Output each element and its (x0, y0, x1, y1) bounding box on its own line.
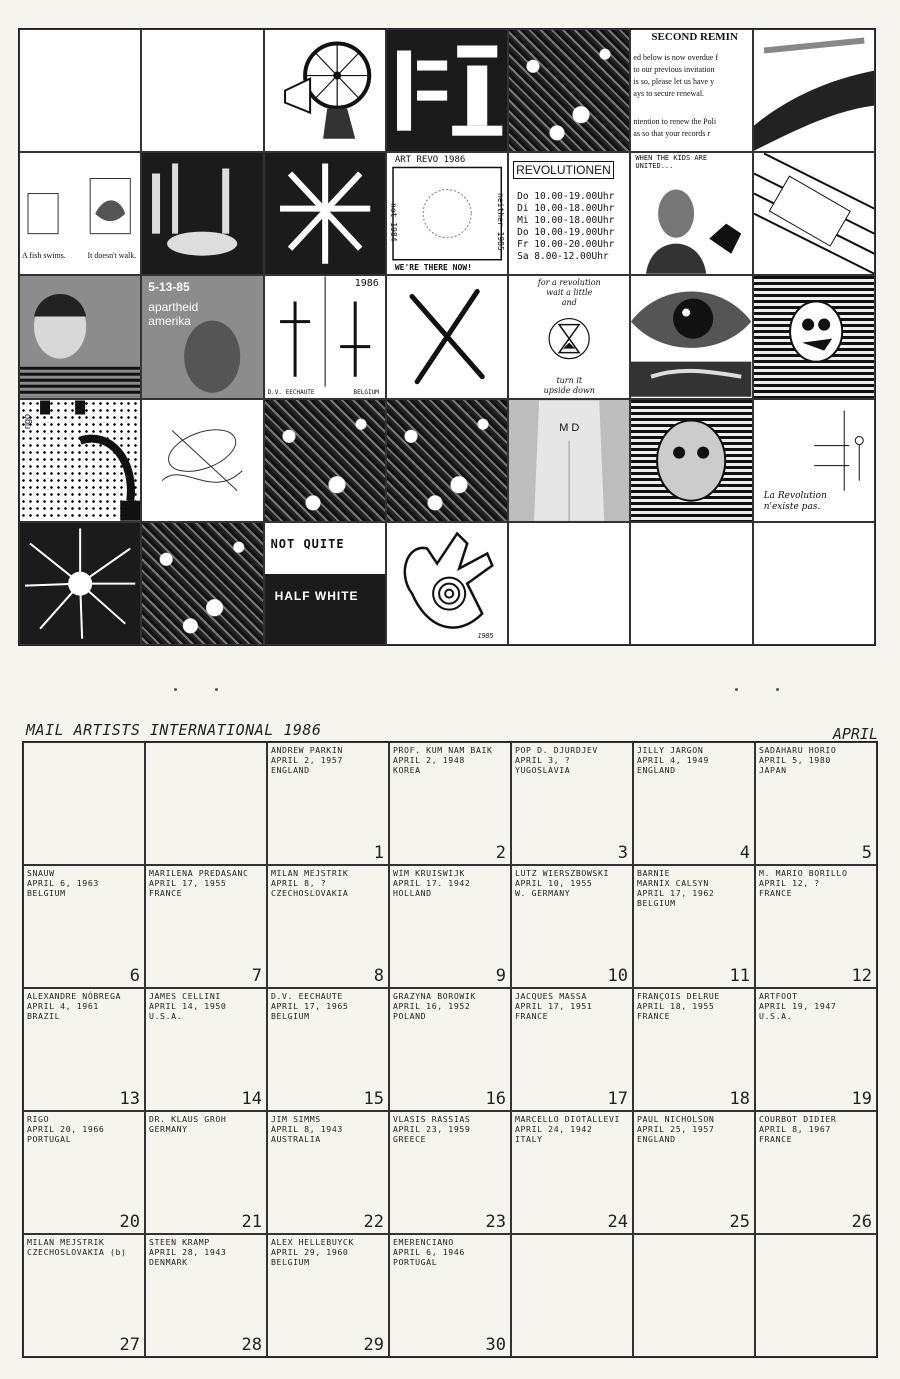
hours-line: Fr 10.00-20.00Uhr (517, 239, 615, 251)
art-empty-2 (141, 29, 263, 152)
art-scribble (141, 399, 263, 522)
day-artist-info: JAMES CELLINI APRIL 14, 1950 U.S.A. (149, 991, 227, 1021)
day-artist-info: STEEN KRAMP APRIL 28, 1943 DENMARK (149, 1237, 227, 1267)
day-artist-info: COURBOT DIDIER APRIL 8, 1967 FRANCE (759, 1114, 837, 1144)
hours-line: Mi 10.00-18.00Uhr (517, 215, 615, 227)
calendar-month: APRIL (832, 725, 878, 743)
art-md-photo (508, 399, 630, 522)
art-empty-3 (508, 522, 630, 645)
day-number: 9 (495, 966, 506, 986)
revolutionen-title: REVOLUTIONEN (513, 161, 614, 179)
calendar-day-24 (511, 1111, 633, 1234)
calendar-day-7 (145, 865, 267, 988)
day-artist-info: MILAN MEJSTRIK CZECHOSLOVAKIA (b) (27, 1237, 127, 1257)
kids-united-text: WHEN THE KIDS ARE UNITED... (635, 154, 708, 171)
day-artist-info: M. MARIO BORILLO APRIL 12, ? FRANCE (759, 868, 848, 898)
apartheid-text: apartheid amerika (148, 300, 199, 329)
crosses-year: 1986 (354, 278, 379, 290)
day-number: 13 (119, 1089, 140, 1109)
art-hourglass (508, 275, 630, 398)
art-brush-stroke (753, 29, 875, 152)
calendar-day-26 (755, 1111, 877, 1234)
there-now-text: WE'RE THERE NOW! (394, 263, 472, 273)
md-text: M D (559, 421, 580, 434)
half-white-text: HALF WHITE (274, 588, 359, 603)
fish-caption-2: It doesn't walk. (87, 251, 137, 261)
la-revolution-text: La Revolution n'existe pas. (763, 490, 827, 512)
day-artist-info: JIM SIMMS APRIL 8, 1943 AUSTRALIA (271, 1114, 343, 1144)
art-eye (630, 275, 752, 398)
day-number: 14 (241, 1089, 262, 1109)
calendar-day-20 (23, 1111, 145, 1234)
day-artist-info: DR. KLAUS GROH GERMANY (149, 1114, 227, 1134)
calendar-day-16 (389, 988, 511, 1111)
reminder-title: SECOND REMIN (651, 31, 738, 43)
day-number: 25 (729, 1212, 750, 1232)
neither-text: neither 1985 (496, 193, 506, 251)
calendar-day-13 (23, 988, 145, 1111)
hourglass-bottom-text: turn it upside down (543, 375, 595, 395)
calendar-day-10 (511, 865, 633, 988)
reminder-line: is so, please let us have y (633, 77, 715, 86)
day-number: 10 (607, 966, 628, 986)
day-artist-info: D.V. EECHAUTE APRIL 17, 1965 BELGIUM (271, 991, 349, 1021)
apartheid-date: 5-13-85 (148, 280, 190, 295)
crosses-credit: D.V. EECHAUTE (267, 388, 315, 396)
page-fold (0, 688, 900, 690)
calendar-day-empty (755, 1234, 877, 1357)
hours-line: Do 10.00-19.00Uhr (517, 191, 615, 203)
day-artist-info: GRAZYNA BOROWIK APRIL 16, 1952 POLAND (393, 991, 476, 1021)
reminder-line: ed below is now overdue f (633, 53, 719, 62)
reminder-line: to our previous invitation (633, 65, 715, 74)
art-empty-1 (19, 29, 141, 152)
calendar-day-4 (633, 742, 755, 865)
calendar-day-25 (633, 1111, 755, 1234)
art-wheel (264, 29, 386, 152)
calendar-day-3 (511, 742, 633, 865)
day-artist-info: SNAUW APRIL 6, 1963 BELGIUM (27, 868, 99, 898)
day-number: 2 (495, 843, 506, 863)
calendar-day-5 (755, 742, 877, 865)
day-number: 7 (251, 966, 262, 986)
day-number: 19 (851, 1089, 872, 1109)
art-revolutionen (508, 152, 630, 275)
hours-line: Di 10.00-18.00Uhr (517, 203, 615, 215)
day-artist-info: POP D. DJURDJEV APRIL 3, ? YUGOSLAVIA (515, 745, 598, 775)
art-not-quite-half-white (264, 522, 386, 645)
art-duck-pattern (753, 275, 875, 398)
day-artist-info: MARILENA PREDASANC APRIL 17, 1955 FRANCE (149, 868, 249, 898)
day-artist-info: BARNIE MARNIX CALSYN APRIL 17, 1962 BELGIUM (637, 868, 715, 908)
day-number: 6 (129, 966, 140, 986)
day-artist-info: JACQUES MASSA APRIL 17, 1951 FRANCE (515, 991, 593, 1021)
art-second-reminder (630, 29, 752, 152)
day-artist-info: ARTFOOT APRIL 19, 1947 U.S.A. (759, 991, 837, 1021)
rigo-text: rigo (22, 413, 32, 429)
art-empty-5 (753, 522, 875, 645)
day-number: 1 (373, 843, 384, 863)
day-number: 16 (485, 1089, 506, 1109)
calendar-day-15 (267, 988, 389, 1111)
day-artist-info: VLASIS RASSIAS APRIL 23, 1959 GREECE (393, 1114, 471, 1144)
art-apartheid (141, 275, 263, 398)
calendar-day-17 (511, 988, 633, 1111)
art-kakaka-revolution (753, 152, 875, 275)
art-face-pattern (630, 399, 752, 522)
art-la-revolution (753, 399, 875, 522)
fish-caption-1: A fish swims. (22, 251, 66, 261)
calendar-day-8 (267, 865, 389, 988)
day-number: 29 (363, 1335, 384, 1355)
day-number: 21 (241, 1212, 262, 1232)
calendar-day-29 (267, 1234, 389, 1357)
calendar-day-18 (633, 988, 755, 1111)
calendar-day-21 (145, 1111, 267, 1234)
day-number: 5 (861, 843, 872, 863)
reminder-line: ays to secure renewal. (633, 89, 705, 98)
day-number: 11 (729, 966, 750, 986)
art-figures (141, 152, 263, 275)
calendar-day-28 (145, 1234, 267, 1357)
calendar-day-1 (267, 742, 389, 865)
calendar-day-12 (755, 865, 877, 988)
day-number: 3 (617, 843, 628, 863)
art-mona-lisa (630, 152, 752, 275)
artwork-grid (18, 28, 876, 646)
art-empty-4 (630, 522, 752, 645)
calendar-day-empty (23, 742, 145, 865)
day-number: 27 (119, 1335, 140, 1355)
art-starburst (19, 522, 141, 645)
reminder-line: as so that your records r (633, 129, 711, 138)
art-portrait (19, 275, 141, 398)
calendar-day-2 (389, 742, 511, 865)
calendar-day-6 (23, 865, 145, 988)
art-rigo (19, 399, 141, 522)
day-number: 24 (607, 1212, 628, 1232)
calendar-day-empty (511, 1234, 633, 1357)
day-artist-info: SADAHARU HORIO APRIL 5, 1980 JAPAN (759, 745, 837, 775)
calendar-day-23 (389, 1111, 511, 1234)
day-number: 8 (373, 966, 384, 986)
art-hand-target (386, 522, 508, 645)
calendar-grid (22, 741, 878, 1358)
crosses-country: BELGIUM (353, 388, 379, 396)
art-explosion-figure (264, 152, 386, 275)
day-artist-info: MARCELLO DIOTALLEVI APRIL 24, 1942 ITALY (515, 1114, 621, 1144)
day-artist-info: ALEX HELLEBUYCK APRIL 29, 1960 BELGIUM (271, 1237, 354, 1267)
day-number: 28 (241, 1335, 262, 1355)
day-artist-info: FRANÇOIS DELRUE APRIL 18, 1955 FRANCE (637, 991, 720, 1021)
art-revo-1986 (386, 152, 508, 275)
not-quite-text: NOT QUITE (270, 536, 345, 551)
day-artist-info: WIM KRUISWIJK APRIL 17. 1942 HOLLAND (393, 868, 471, 898)
day-number: 23 (485, 1212, 506, 1232)
not-1984-text: not 1984 (388, 203, 398, 242)
day-number: 4 (739, 843, 750, 863)
art-crosses (264, 275, 386, 398)
hand-year: 1985 (477, 632, 494, 640)
art-figures-dark (386, 399, 508, 522)
calendar-day-22 (267, 1111, 389, 1234)
calendar-day-9 (389, 865, 511, 988)
day-number: 15 (363, 1089, 384, 1109)
day-number: 30 (485, 1335, 506, 1355)
day-number: 17 (607, 1089, 628, 1109)
art-bird-texture (264, 399, 386, 522)
hours-line: Do 10.00-19.00Uhr (517, 227, 615, 239)
day-artist-info: MILAN MEJSTRIK APRIL 8, ? CZECHOSLOVAKIA (271, 868, 349, 898)
day-artist-info: PAUL NICHOLSON APRIL 25, 1957 ENGLAND (637, 1114, 715, 1144)
hourglass-top-text: for a revolution wait a little and (537, 278, 601, 308)
reminder-line: ntention to renew the Poli (633, 117, 717, 126)
day-artist-info: EMERENCIANO APRIL 6, 1946 PORTUGAL (393, 1237, 465, 1267)
day-artist-info: ALEXANDRE NÓBREGA APRIL 4, 1961 BRAZIL (27, 991, 121, 1021)
day-number: 12 (851, 966, 872, 986)
calendar-day-30 (389, 1234, 511, 1357)
art-revo-title: ART REVO 1986 (394, 155, 466, 166)
calendar-day-27 (23, 1234, 145, 1357)
calendar-day-11 (633, 865, 755, 988)
day-artist-info: ANDREW PARKIN APRIL 2, 1957 ENGLAND (271, 745, 343, 775)
calendar-day-19 (755, 988, 877, 1111)
calendar-day-empty (145, 742, 267, 865)
day-artist-info: LUTZ WIERSZBOWSKI APRIL 10, 1955 W. GERMANY (515, 868, 609, 898)
calendar-title: MAIL ARTISTS INTERNATIONAL 1986 (26, 721, 322, 739)
art-x-mark (386, 275, 508, 398)
day-artist-info: PROF. KUM NAM BAIK APRIL 2, 1948 KOREA (393, 745, 493, 775)
calendar-day-empty (633, 1234, 755, 1357)
art-kanji (386, 29, 508, 152)
day-artist-info: JILLY JARGON APRIL 4, 1949 ENGLAND (637, 745, 709, 775)
day-number: 26 (851, 1212, 872, 1232)
day-number: 20 (119, 1212, 140, 1232)
art-collage-dark (508, 29, 630, 152)
calendar-day-14 (145, 988, 267, 1111)
art-fish (19, 152, 141, 275)
hours-line: Sa 8.00-12.00Uhr (517, 251, 609, 263)
art-texture (141, 522, 263, 645)
day-artist-info: RIGO APRIL 20, 1966 PORTUGAL (27, 1114, 105, 1144)
day-number: 18 (729, 1089, 750, 1109)
day-number: 22 (363, 1212, 384, 1232)
